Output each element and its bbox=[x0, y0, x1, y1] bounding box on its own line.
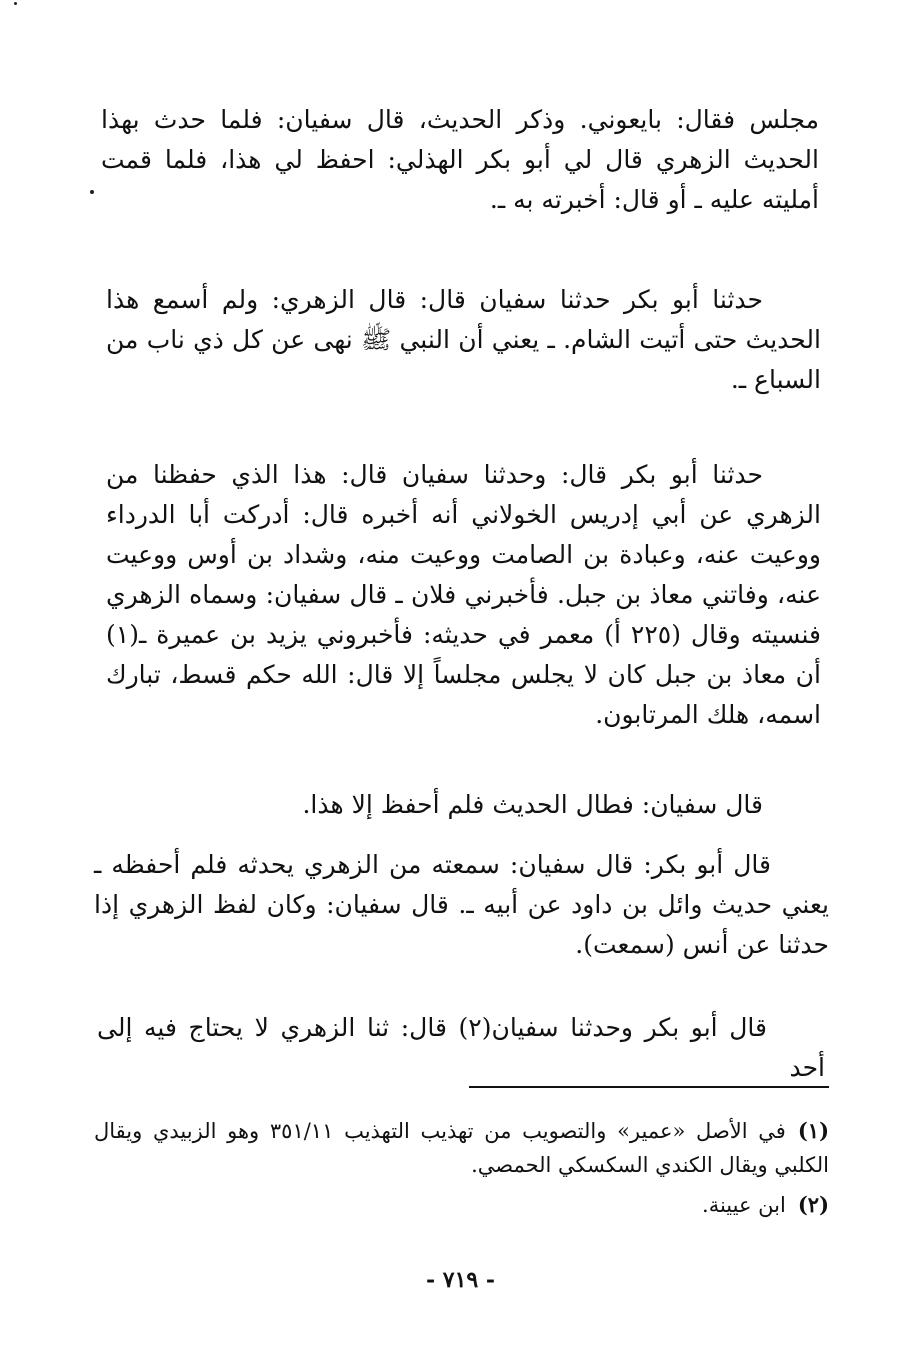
paragraph-4: قال سفيان: فطال الحديث فلم أحفظ إلا هذا. bbox=[302, 790, 763, 819]
footnote-1-number: (١) bbox=[797, 1118, 830, 1143]
footnote-divider bbox=[469, 1086, 829, 1088]
paragraph-5: قال أبو بكر: قال سفيان: سمعته من الزهري يحدثه فلم أحفظه ـ يعني حديث وائل بن داود عن أبيه ـ. قال سفيان: وكان لفظ الزهري إذا حدثنا عن أنس (سمعت). bbox=[94, 850, 829, 959]
footnote-1 bbox=[94, 1114, 829, 1182]
paragraph-6: قال أبو بكر وحدثنا سفيان(٢) قال: ثنا الزهري لا يحتاج فيه إلى أحد bbox=[97, 1013, 825, 1082]
footnote-2-number: (٢) bbox=[797, 1192, 829, 1217]
scan-speck bbox=[14, 2, 17, 5]
paragraph-2: حدثنا أبو بكر حدثنا سفيان قال: قال الزهري: ولم أسمع هذا الحديث حتى أتيت الشام. ـ يعني أن النبي ﷺ نهى عن كل ذي ناب من السباع ـ. bbox=[106, 285, 821, 394]
footnote-1-text: في الأصل «عمير» والتصويب من تهذيب التهذيب ٣٥١/١١ وهو الزبيدي ويقال الكلبي ويقال الكندي السكسكي الحمصي. bbox=[94, 1119, 829, 1177]
paragraph-3: حدثنا أبو بكر قال: وحدثنا سفيان قال: هذا الذي حفظنا من الزهري عن أبي إدريس الخولاني أنه أخبره قال: أدركت أبا الدرداء ووعيت عنه، وعبادة بن الصامت ووعيت منه، وشداد بن أوس ووعيت عنه، وفاتني معاذ بن جبل. فأخبرني فلان ـ قال سفيان: وسماه الزهري فنسيته وقال (٢٢٥ أ) معمر في حديثه: فأخبروني يزيد بن عميرة ـ(١) أن معاذ بن جبل كان لا يجلس مجلساً إلا قال: الله حكم قسط، تبارك اسمه، هلك المرتابون. bbox=[106, 460, 821, 729]
page-number: - ٧١٩ - bbox=[425, 1267, 496, 1293]
scan-speck bbox=[90, 190, 94, 194]
footnote-2 bbox=[94, 1188, 829, 1222]
footnote-2-text: ابن عيينة. bbox=[702, 1193, 786, 1217]
paragraph-1: مجلس فقال: بايعوني. وذكر الحديث، قال سفيان: فلما حدث بهذا الحديث الزهري قال لي أبو بكر الهذلي: احفظ لي هذا، فلما قمت أمليته عليه ـ أو قال: أخبرته به ـ. bbox=[101, 105, 819, 214]
